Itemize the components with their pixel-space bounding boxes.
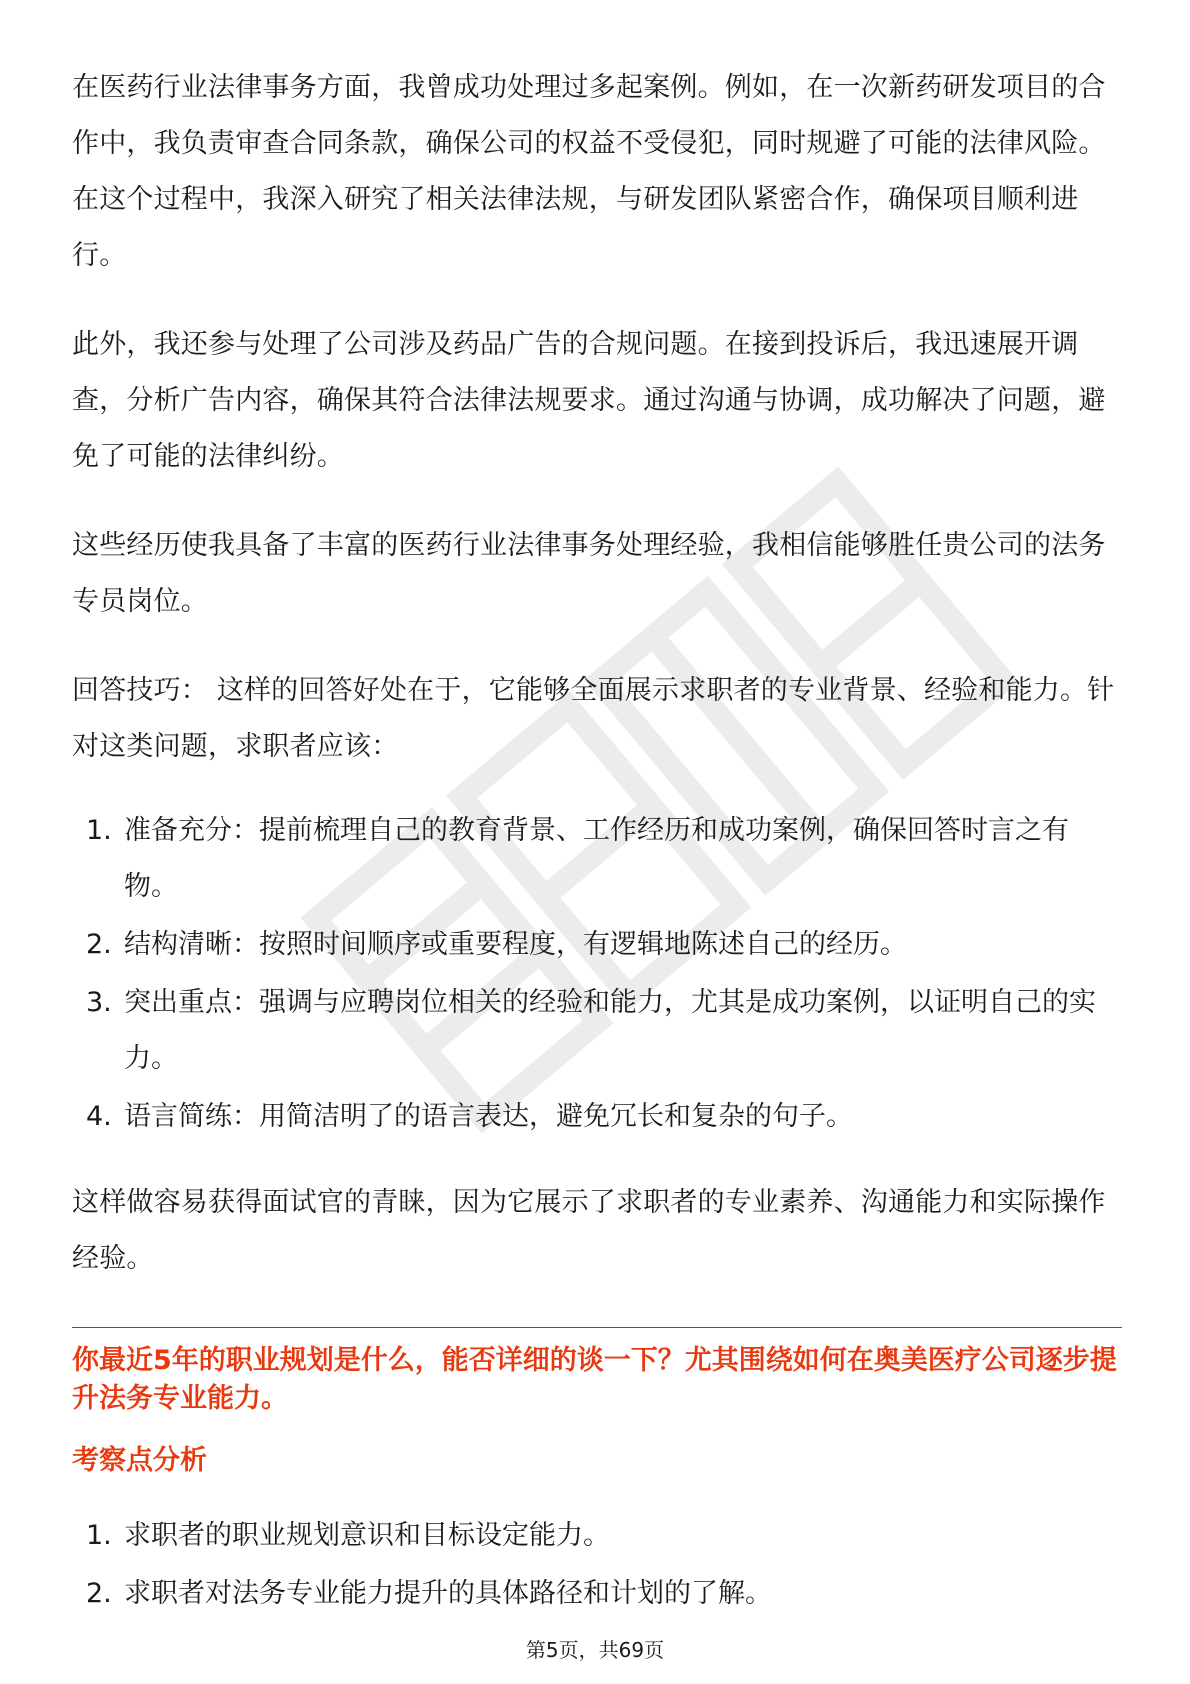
interview-question: 你最近5年的职业规划是什么，能否详细的谈一下？尤其围绕如何在奥美医疗公司逐步提升法务专业能力。: [72, 1345, 1117, 1414]
list-number: 1.: [86, 815, 112, 846]
list-item-text: 准备充分：提前梳理自己的教育背景、工作经历和成功案例，确保回答时言之有物。: [124, 815, 1069, 902]
list-item-text: 结构清晰：按照时间顺序或重要程度，有逻辑地陈述自己的经历。: [124, 929, 907, 960]
paragraph-answer-tips: 回答技巧： 这样的回答好处在于，它能够全面展示求职者的专业背景、经验和能力。针对这类问题，求职者应该：: [72, 675, 1115, 762]
list-item-text: 突出重点：强调与应聘岗位相关的经验和能力，尤其是成功案例，以证明自己的实力。: [124, 987, 1096, 1074]
analysis-heading: 考察点分析: [72, 1445, 207, 1476]
list-item-text: 语言简练：用简洁明了的语言表达，避免冗长和复杂的句子。: [124, 1101, 853, 1132]
list-item-text: 求职者的职业规划意识和目标设定能力。: [124, 1520, 610, 1551]
paragraph-experience-summary: 这些经历使我具备了丰富的医药行业法律事务处理经验，我相信能够胜任贵公司的法务专员岗位。: [72, 530, 1106, 617]
paragraph-legal-cases: 在医药行业法律事务方面，我曾成功处理过多起案例。例如，在一次新药研发项目的合作中，我负责审查合同条款，确保公司的权益不受侵犯，同时规避了可能的法律风险。在这个过程中，我深入研究了相关法律法规，与研发团队紧密合作，确保项目顺利进行。: [72, 72, 1106, 271]
page-number-footer: 第5页，共69页: [525, 1638, 665, 1662]
analysis-list: [72, 1508, 1122, 1622]
list-number: 1.: [86, 1520, 112, 1551]
list-number: 2.: [86, 929, 112, 960]
list-item: [72, 975, 1122, 1087]
list-number: 4.: [86, 1101, 112, 1132]
list-item-text: 求职者对法务专业能力提升的具体路径和计划的了解。: [124, 1578, 772, 1609]
list-item: [72, 803, 1122, 915]
tips-list: [72, 803, 1122, 1145]
list-number: 3.: [86, 987, 112, 1018]
paragraph-closing: 这样做容易获得面试官的青睐，因为它展示了求职者的专业素养、沟通能力和实际操作经验。: [72, 1187, 1106, 1274]
paragraph-ad-compliance: 此外，我还参与处理了公司涉及药品广告的合规问题。在接到投诉后，我迅速展开调查，分析广告内容，确保其符合法律法规要求。通过沟通与协调，成功解决了问题，避免了可能的法律纠纷。: [72, 329, 1106, 472]
list-item: [72, 917, 1122, 973]
list-item: [72, 1508, 1122, 1564]
main-content: [72, 60, 1122, 1624]
list-item: [72, 1566, 1122, 1622]
list-item: [72, 1089, 1122, 1145]
list-number: 2.: [86, 1578, 112, 1609]
